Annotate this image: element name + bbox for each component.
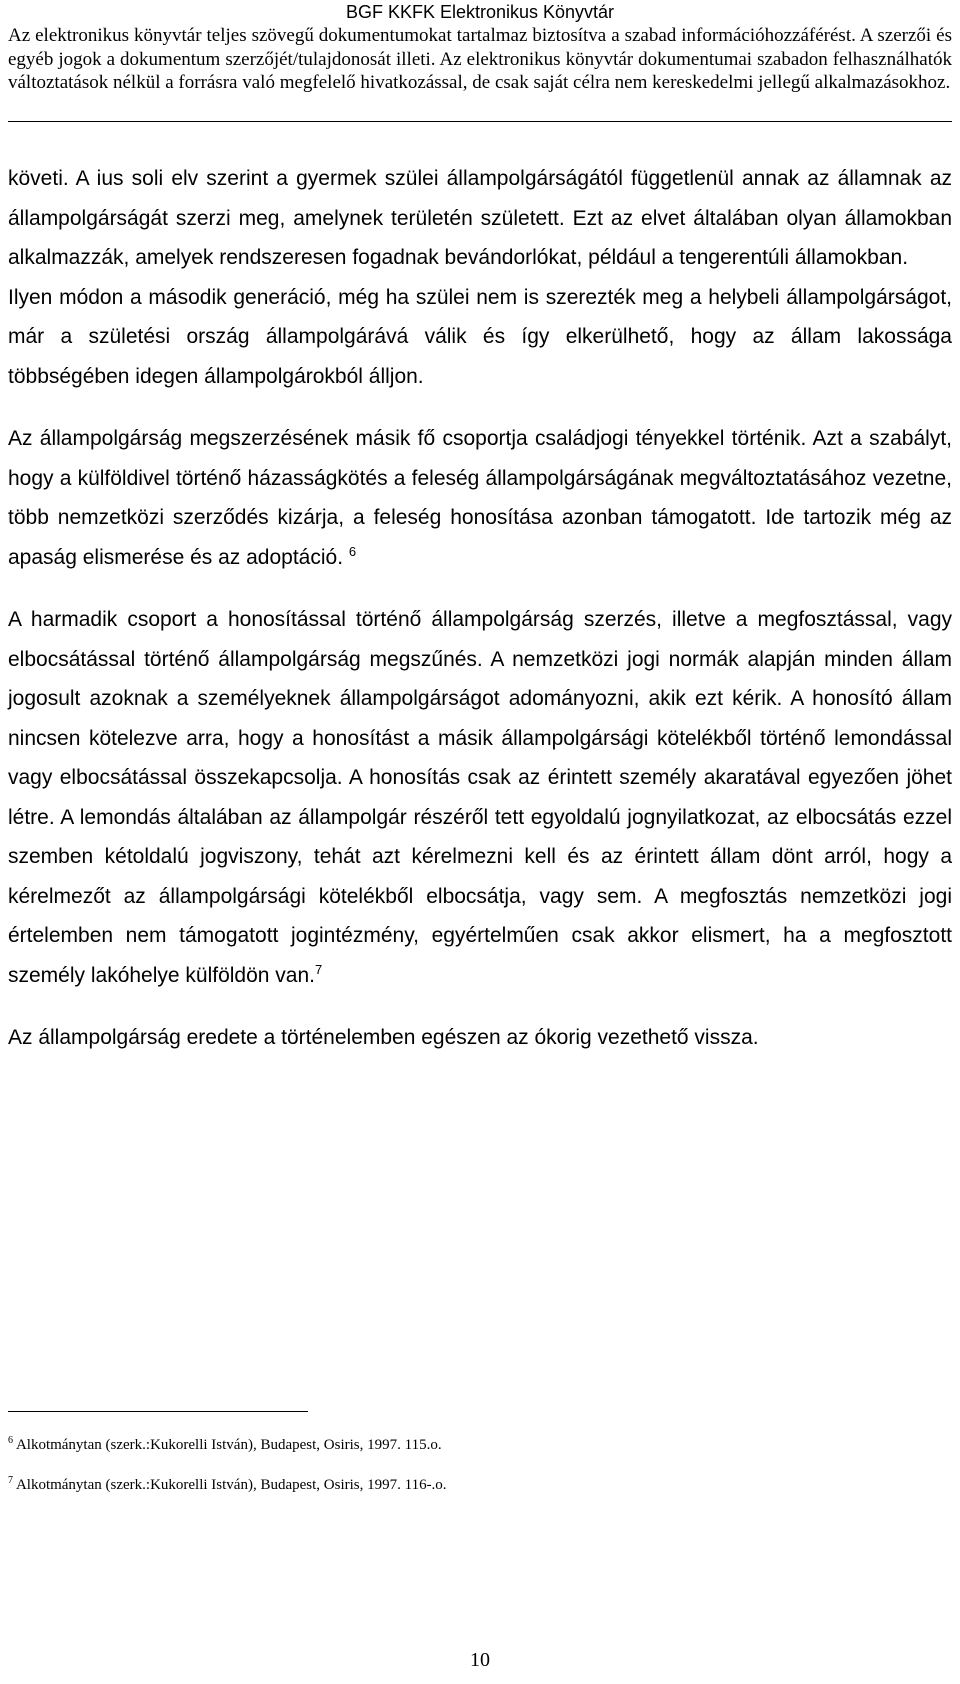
main-text [8, 159, 952, 1058]
paragraph-5: Az állampolgárság eredete a történelemben egészen az ókorig vezethető vissza. [8, 1026, 759, 1049]
paragraph-4-text: A harmadik csoport a honosítással történő állampolgárság szerzés, illetve a megfosztással, vagy elbocsátással történő állampolgárság megszűnés. A nemzetközi jogi normák alapján minden állam jogosult azoknak a személyeknek állampolgárságot adományozni, akik ezt kérik. A honosító állam nincsen kötelezve arra, hogy a honosítást a másik állampolgársági kötelékből történő lemondással vagy elbocsátással összekapcsolja. A honosítás csak az érintett személy akaratával egyezően jöhet létre. A lemondás általában az állampolgár részéről tett egyoldalú jognyilatkozat, az elbocsátás ezzel szemben kétoldalú jogviszony, tehát azt kérelmezni kell és az érintett állam dönt arról, hogy a kérelmezőt az állampolgársági kötelékből elbocsátja, vagy sem. A megfosztás nemzetközi jogi értelemben nem támogatott jogintézmény, egyértelműen csak akkor elismert, ha a megfosztott személy lakóhelye külföldön van. [8, 608, 952, 987]
copyright-notice: Az elektronikus könyvtár teljes szövegű dokumentumokat tartalmaz biztosítva a szabad információhozzáférést. A szerzői és egyéb jogok a dokumentum szerzőjét/tulajdonosát illeti. Az elektronikus könyvtár dokumentumai szabadon felhasználhatók változtatások nélkül a forrásra való megfelelő hivatkozással, de csak saját célra nem kereskedelmi jellegű alkalmazásokhoz. [8, 25, 952, 93]
footnote-divider [8, 1411, 308, 1412]
page-number: 10 [470, 1649, 490, 1671]
footnote-7-number: 7 [8, 1475, 13, 1486]
header-divider [8, 121, 952, 122]
footnote-6-text: Alkotmánytan (szerk.:Kukorelli István), Budapest, Osiris, 1997. 115.o. [15, 1437, 442, 1453]
paragraph-3 [8, 419, 952, 577]
footnote-7 [8, 1476, 952, 1494]
footnote-6 [8, 1436, 952, 1454]
paragraph-3-text: Az állampolgárság megszerzésének másik fő csoportja családjogi tényekkel történik. Azt a szabályt, hogy a külföldivel történő házasságkötés a feleség állampolgárságának megváltoztatásához vezetne, több nemzetközi szerződés kizárja, a feleség honosítása azonban támogatott. Ide tartozik még az apaság elismerése és az adoptáció. [8, 427, 952, 569]
paragraph-4 [8, 600, 952, 995]
library-title: BGF KKFK Elektronikus Könyvtár [345, 2, 615, 22]
footnote-ref-7[interactable]: 7 [315, 961, 323, 977]
paragraph-1: követi. A ius soli elv szerint a gyermek szülei állampolgárságától függetlenül annak az államnak az állampolgárságát szerzi meg, amelynek területén született. Ezt az elvet általában olyan államokban alkalmazzák, amelyek rendszeresen fogadnak bevándorlókat, például a tengerentúli államokban. [8, 167, 952, 269]
library-header [8, 0, 952, 95]
footnotes [8, 1436, 952, 1516]
footnote-7-text: Alkotmánytan (szerk.:Kukorelli István), Budapest, Osiris, 1997. 116-.o. [15, 1477, 447, 1493]
footnote-6-number: 6 [8, 1435, 13, 1446]
footnote-ref-6[interactable]: 6 [348, 543, 357, 559]
paragraph-2: Ilyen módon a második generáció, még ha szülei nem is szerezték meg a helybeli állampolgárságot, már a születési ország állampolgárává válik és így elkerülhető, hogy az állam lakossága többségében idegen állampolgárokból álljon. [8, 285, 952, 388]
